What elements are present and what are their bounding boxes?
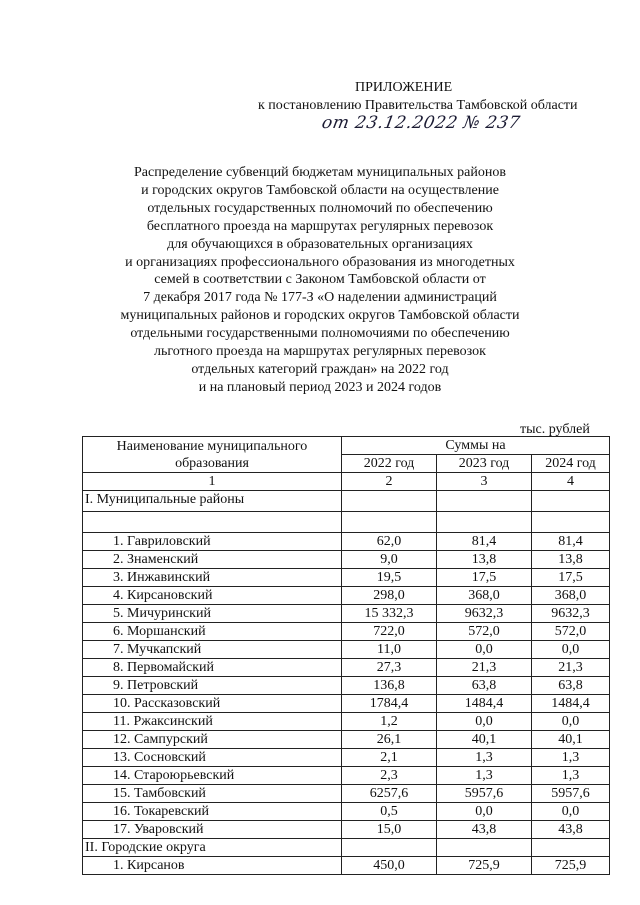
table-row (83, 605, 610, 623)
municipality-name: 11. Ржаксинский (83, 713, 342, 731)
document-title-line: 7 декабря 2017 года № 177-З «О наделении администраций (143, 290, 497, 306)
municipality-name: 13. Сосновский (83, 749, 342, 767)
municipality-name: 14. Староюрьевский (83, 767, 342, 785)
municipality-name: 16. Токаревский (83, 803, 342, 821)
amount-cell: 11,0 (342, 641, 437, 659)
amount-cell: 0,0 (437, 713, 532, 731)
table-row (83, 623, 610, 641)
municipality-name: 7. Мучкапский (83, 641, 342, 659)
amount-cell: 21,3 (532, 659, 610, 677)
municipality-name: 3. Инжавинский (83, 569, 342, 587)
amount-cell: 9632,3 (437, 605, 532, 623)
amount-cell: 2,1 (342, 749, 437, 767)
amount-cell: 13,8 (532, 551, 610, 569)
amount-cell: 2,3 (342, 767, 437, 785)
document-title-line: муниципальных районов и городских округов Тамбовской области (120, 308, 520, 324)
document-title-line: и на плановый период 2023 и 2024 годов (198, 379, 442, 395)
amount-cell: 572,0 (532, 623, 610, 641)
document-title-line: бесплатного проезда на маршрутах регулярных перевозок (146, 218, 494, 234)
amount-cell: 1,3 (437, 749, 532, 767)
empty-cell (532, 839, 610, 857)
year-2022-header: 2022 год (342, 455, 437, 473)
amount-cell: 298,0 (342, 587, 437, 605)
amount-cell: 572,0 (437, 623, 532, 641)
col-number: 3 (437, 473, 532, 491)
col-name-header: Наименование муниципального образования (83, 437, 342, 473)
amount-cell: 17,5 (437, 569, 532, 587)
amount-cell: 5957,6 (532, 785, 610, 803)
sums-header: Суммы на (342, 437, 610, 455)
document-title-line: отдельных государственных полномочий по обеспечению (147, 200, 493, 216)
table-row (83, 695, 610, 713)
subsidy-table (82, 436, 610, 875)
col-number: 1 (83, 473, 342, 491)
amount-cell: 1484,4 (437, 695, 532, 713)
amount-cell: 62,0 (342, 533, 437, 551)
table-row (83, 551, 610, 569)
municipality-name: 10. Рассказовский (83, 695, 342, 713)
amount-cell: 725,9 (437, 857, 532, 875)
section-row (83, 839, 610, 857)
handwritten-date-number: от 23.12.2022 № 237 (320, 113, 522, 133)
amount-cell: 81,4 (532, 533, 610, 551)
appendix-title: ПРИЛОЖЕНИЕ (355, 80, 453, 95)
empty-cell (532, 491, 610, 512)
table-row (83, 587, 610, 605)
document-title (100, 164, 540, 397)
amount-cell: 450,0 (342, 857, 437, 875)
col-number: 2 (342, 473, 437, 491)
amount-cell: 1484,4 (532, 695, 610, 713)
table-row (83, 731, 610, 749)
amount-cell: 0,0 (532, 803, 610, 821)
table-row (83, 821, 610, 839)
municipality-name: 2. Знаменский (83, 551, 342, 569)
column-numbers-row (83, 473, 610, 491)
document-title-line: для обучающихся в образовательных организациях (167, 236, 473, 252)
empty-cell (437, 839, 532, 857)
table-row (83, 749, 610, 767)
table-row (83, 767, 610, 785)
table-header-row (83, 437, 610, 455)
document-title-line: и городских округов Тамбовской области на осуществление (141, 182, 499, 198)
document-title-line: и организациях профессионального образования из многодетных (125, 254, 515, 270)
document-title-line: льготного проезда на маршрутах регулярных перевозок (154, 344, 486, 360)
document-title-line: отдельных категорий граждан» на 2022 год (191, 361, 449, 377)
document-title-line: семей в соответствии с Законом Тамбовской области от (154, 272, 486, 288)
amount-cell: 17,5 (532, 569, 610, 587)
amount-cell: 15 332,3 (342, 605, 437, 623)
municipality-name: 1. Гавриловский (83, 533, 342, 551)
amount-cell: 13,8 (437, 551, 532, 569)
amount-cell: 6257,6 (342, 785, 437, 803)
amount-cell: 5957,6 (437, 785, 532, 803)
table-row (83, 569, 610, 587)
amount-cell: 9632,3 (532, 605, 610, 623)
appendix-subtitle: к постановлению Правительства Тамбовской области (258, 98, 578, 113)
amount-cell: 368,0 (532, 587, 610, 605)
amount-cell: 9,0 (342, 551, 437, 569)
amount-cell: 63,8 (437, 677, 532, 695)
col-number: 4 (532, 473, 610, 491)
amount-cell: 43,8 (437, 821, 532, 839)
empty-cell (532, 512, 610, 533)
year-2024-header: 2024 год (532, 455, 610, 473)
section-row (83, 491, 610, 512)
municipality-name: 4. Кирсановский (83, 587, 342, 605)
amount-cell: 40,1 (532, 731, 610, 749)
table-row (83, 641, 610, 659)
table-row (83, 785, 610, 803)
municipality-name: 9. Петровский (83, 677, 342, 695)
empty-cell (437, 491, 532, 512)
amount-cell: 0,0 (437, 641, 532, 659)
amount-cell: 27,3 (342, 659, 437, 677)
amount-cell: 0,0 (532, 713, 610, 731)
table-row (83, 803, 610, 821)
empty-cell (342, 491, 437, 512)
section-label: I. Муниципальные районы (83, 491, 342, 512)
amount-cell: 1,3 (532, 767, 610, 785)
section-label: II. Городские округа (83, 839, 342, 857)
amount-cell: 1784,4 (342, 695, 437, 713)
amount-cell: 0,5 (342, 803, 437, 821)
table-row (83, 533, 610, 551)
municipality-name: 1. Кирсанов (83, 857, 342, 875)
municipality-name: 6. Моршанский (83, 623, 342, 641)
table-row (83, 713, 610, 731)
amount-cell: 81,4 (437, 533, 532, 551)
amount-cell: 0,0 (437, 803, 532, 821)
amount-cell: 21,3 (437, 659, 532, 677)
amount-cell: 19,5 (342, 569, 437, 587)
amount-cell: 15,0 (342, 821, 437, 839)
amount-cell: 43,8 (532, 821, 610, 839)
empty-cell (83, 512, 342, 533)
amount-cell: 26,1 (342, 731, 437, 749)
empty-cell (437, 512, 532, 533)
amount-cell: 63,8 (532, 677, 610, 695)
municipality-name: 5. Мичуринский (83, 605, 342, 623)
year-2023-header: 2023 год (437, 455, 532, 473)
amount-cell: 40,1 (437, 731, 532, 749)
table-row (83, 857, 610, 875)
municipality-name: 8. Первомайский (83, 659, 342, 677)
amount-cell: 1,3 (437, 767, 532, 785)
amount-cell: 1,2 (342, 713, 437, 731)
table-row (83, 659, 610, 677)
municipality-name: 17. Уваровский (83, 821, 342, 839)
document-title-line: отдельными государственными полномочиями по обеспечению (130, 326, 510, 342)
document-title-line: Распределение субвенций бюджетам муниципальных районов (134, 165, 506, 180)
empty-cell (342, 839, 437, 857)
amount-cell: 368,0 (437, 587, 532, 605)
amount-cell: 136,8 (342, 677, 437, 695)
amount-cell: 725,9 (532, 857, 610, 875)
table-row (83, 677, 610, 695)
municipality-name: 12. Сампурский (83, 731, 342, 749)
amount-cell: 722,0 (342, 623, 437, 641)
amount-cell: 1,3 (532, 749, 610, 767)
spacer-row (83, 512, 610, 533)
empty-cell (342, 512, 437, 533)
amount-cell: 0,0 (532, 641, 610, 659)
units-label: тыс. рублей (520, 422, 590, 437)
municipality-name: 15. Тамбовский (83, 785, 342, 803)
